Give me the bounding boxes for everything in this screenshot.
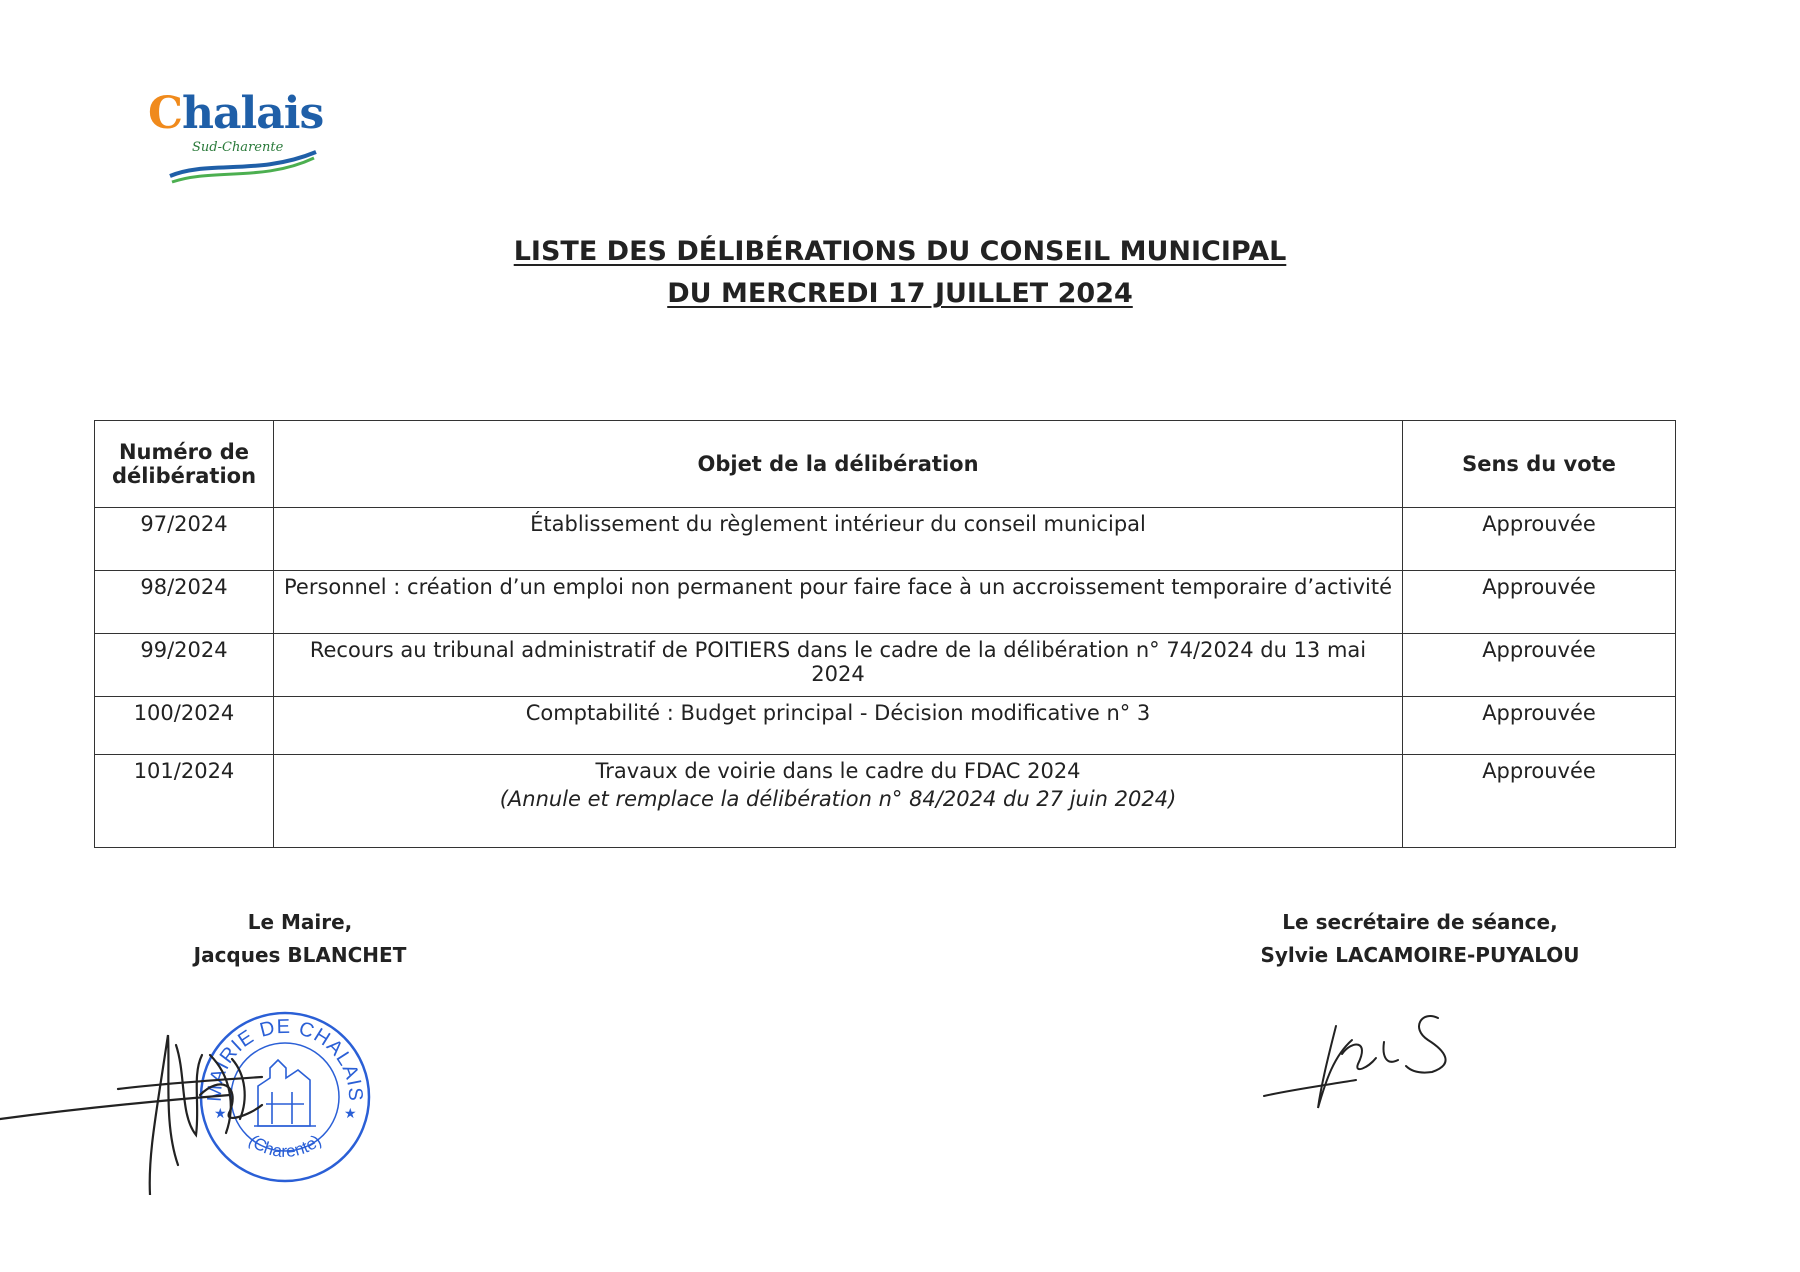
table-header-row [95,421,1676,508]
cell-numero: 99/2024 [95,634,274,697]
cell-objet: Comptabilité : Budget principal - Décision modificative n° 3 [274,697,1403,755]
chalais-logo [148,88,324,184]
stamp-star-right-icon: ★ [344,1106,357,1122]
cell-vote: Approuvée [1403,697,1676,755]
table-row [95,571,1676,634]
header-objet: Objet de la délibération [274,421,1403,508]
stamp-top-textpath: MAIRIE DE CHALAIS [203,1015,367,1103]
cell-objet-main: Travaux de voirie dans le cadre du FDAC 2024 [595,759,1081,783]
mayor-role: Le Maire, [247,910,353,934]
logo-subtitle: Sud-Charente [192,140,284,155]
stamp-star-left-icon: ★ [214,1106,227,1122]
table-row [95,508,1676,571]
secretary-handwritten-signature [1260,1000,1480,1120]
document-date: DU MERCREDI 17 JUILLET 2024 [667,278,1133,309]
cell-vote: Approuvée [1403,508,1676,571]
secretary-name: Sylvie LACAMOIRE-PUYALOU [1260,943,1580,967]
cell-numero: 98/2024 [95,571,274,634]
cell-objet: Recours au tribunal administratif de POITIERS dans le cadre de la délibération n° 74/2024 du 13 mai 2024 [274,634,1403,697]
secretary-signature-block [1240,906,1600,972]
table-row [95,697,1676,755]
cell-objet [274,755,1403,848]
table-row [95,634,1676,697]
cell-numero: 100/2024 [95,697,274,755]
cell-vote: Approuvée [1403,571,1676,634]
cell-objet: Personnel : création d’un emploi non permanent pour faire face à un accroissement temporaire d’activité [274,571,1403,634]
mayor-name: Jacques BLANCHET [193,943,407,967]
header-vote: Sens du vote [1403,421,1676,508]
cell-vote: Approuvée [1403,634,1676,697]
secretary-role: Le secrétaire de séance, [1282,910,1558,934]
cell-vote: Approuvée [1403,755,1676,848]
deliberations-table [94,420,1676,848]
mayor-signature-block [150,906,450,972]
stamp-bottom-textpath: (Charente) [245,1131,325,1162]
mayor-handwritten-signature [0,1015,310,1195]
cell-objet: Établissement du règlement intérieur du conseil municipal [274,508,1403,571]
table-row [95,755,1676,848]
header-numero: Numéro de délibération [95,421,274,508]
cell-numero: 97/2024 [95,508,274,571]
cell-numero: 101/2024 [95,755,274,848]
cell-objet-note: (Annule et remplace la délibération n° 84/2024 du 27 juin 2024) [499,787,1177,811]
document-title: LISTE DES DÉLIBÉRATIONS DU CONSEIL MUNICIPAL [513,236,1287,267]
logo-waves-icon [168,146,318,186]
logo-wordmark: Chalais [148,88,324,139]
